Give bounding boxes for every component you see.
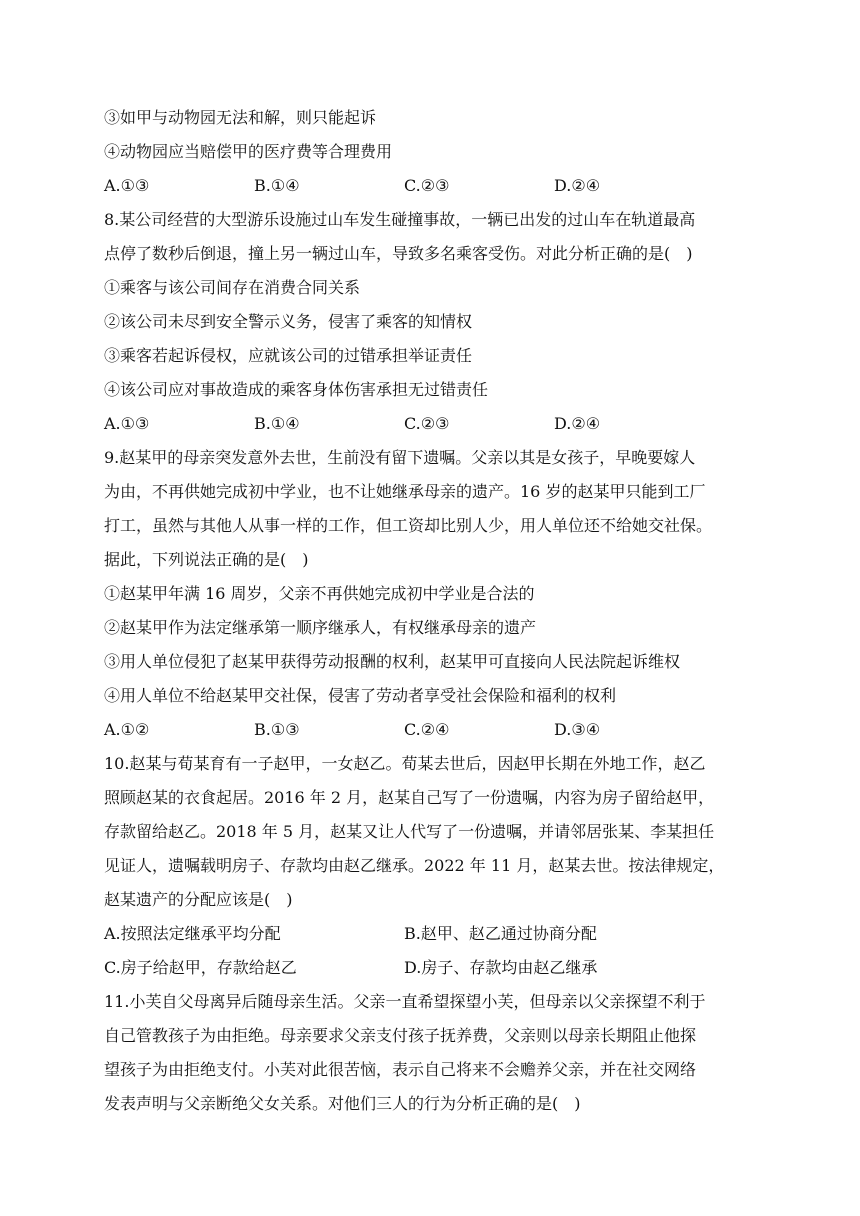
q9-option-c: C.②④: [404, 720, 450, 739]
q10-options-row-1: [104, 917, 764, 951]
q9-stem-line-2: 为由，不再供她完成初中学业，也不让她继承母亲的遗产。16 岁的赵某甲只能到工厂: [104, 482, 706, 501]
q9-option-d: D.③④: [554, 720, 601, 739]
q8-stem-line-1: 8.某公司经营的大型游乐设施过山车发生碰撞事故，一辆已出发的过山车在轨道最高: [104, 210, 696, 229]
q7-option-a: A.①③: [104, 176, 150, 195]
q11-stem-line-2: 自己管教孩子为由拒绝。母亲要求父亲支付孩子抚养费，父亲则以母亲长期阻止他探: [104, 1026, 697, 1045]
q7-option-d: D.②④: [554, 176, 601, 195]
q10-stem-line-4: 见证人，遗嘱载明房子、存款均由赵乙继承。2022 年 11 月，赵某去世。按法律规定，: [104, 856, 725, 875]
q9-option-a: A.①②: [104, 720, 150, 739]
q8-statement-3: ③乘客若起诉侵权，应就该公司的过错承担举证责任: [104, 346, 473, 365]
q8-option-d: D.②④: [554, 414, 601, 433]
q10-options-row-2: [104, 951, 764, 985]
q11-stem-line-3: 望孩子为由拒绝支付。小芙对此很苦恼，表示自己将来不会赡养父亲，并在社交网络: [104, 1060, 697, 1079]
q9-statement-4: ④用人单位不给赵某甲交社保，侵害了劳动者享受社会保险和福利的权利: [104, 686, 617, 705]
q10-stem-line-3: 存款留给赵乙。2018 年 5 月，赵某又让人代写了一份遗嘱，并请邻居张某、李某担任: [104, 822, 715, 841]
q9-statement-3: ③用人单位侵犯了赵某甲获得劳动报酬的权利，赵某甲可直接向人民法院起诉维权: [104, 652, 681, 671]
q7-option-c: C.②③: [404, 176, 450, 195]
q9-stem-line-3: 打工，虽然与其他人从事一样的工作，但工资却比别人少，用人单位还不给她交社保。: [104, 516, 713, 535]
q7-options: [104, 169, 764, 203]
q8-option-a: A.①③: [104, 414, 150, 433]
q11-stem-line-1: 11.小芙自父母离异后随母亲生活。父亲一直希望探望小芙，但母亲以父亲探望不利于: [104, 992, 706, 1011]
q9-option-b: B.①③: [254, 720, 300, 739]
q9-options: [104, 713, 764, 747]
q9-stem-line-4: 据此，下列说法正确的是( ): [104, 550, 309, 569]
q8-options: [104, 407, 764, 441]
q8-option-b: B.①④: [254, 414, 300, 433]
q7-statement-4: ④动物园应当赔偿甲的医疗费等合理费用: [104, 142, 393, 161]
q10-option-d: D.房子、存款均由赵乙继承: [404, 958, 598, 977]
q9-stem-line-1: 9.赵某甲的母亲突发意外去世，生前没有留下遗嘱。父亲以其是女孩子，早晚要嫁人: [104, 448, 696, 467]
q8-option-c: C.②③: [404, 414, 450, 433]
q11-stem-line-4: 发表声明与父亲断绝父女关系。对他们三人的行为分析正确的是( ): [104, 1094, 581, 1113]
q9-statement-1: ①赵某甲年满 16 周岁，父亲不再供她完成初中学业是合法的: [104, 584, 535, 603]
q10-option-b: B.赵甲、赵乙通过协商分配: [404, 924, 597, 943]
q8-statement-1: ①乘客与该公司间存在消费合同关系: [104, 278, 361, 297]
q7-statement-3: ③如甲与动物园无法和解，则只能起诉: [104, 108, 377, 127]
q10-option-c: C.房子给赵甲，存款给赵乙: [104, 958, 297, 977]
q9-statement-2: ②赵某甲作为法定继承第一顺序继承人，有权继承母亲的遗产: [104, 618, 537, 637]
q8-statement-2: ②该公司未尽到安全警示义务，侵害了乘客的知情权: [104, 312, 473, 331]
q10-stem-line-1: 10.赵某与荀某育有一子赵甲，一女赵乙。荀某去世后，因赵甲长期在外地工作，赵乙: [104, 754, 706, 773]
question-content: [104, 101, 764, 1121]
q8-statement-4: ④该公司应对事故造成的乘客身体伤害承担无过错责任: [104, 380, 489, 399]
q8-stem-line-2: 点停了数秒后倒退，撞上另一辆过山车，导致多名乘客受伤。对此分析正确的是( ): [104, 244, 693, 263]
q10-stem-line-5: 赵某遗产的分配应该是( ): [104, 890, 293, 909]
q10-stem-line-2: 照顾赵某的衣食起居。2016 年 2 月，赵某自己写了一份遗嘱，内容为房子留给赵甲，: [104, 788, 715, 807]
q7-option-b: B.①④: [254, 176, 300, 195]
q10-option-a: A.按照法定继承平均分配: [104, 924, 281, 943]
